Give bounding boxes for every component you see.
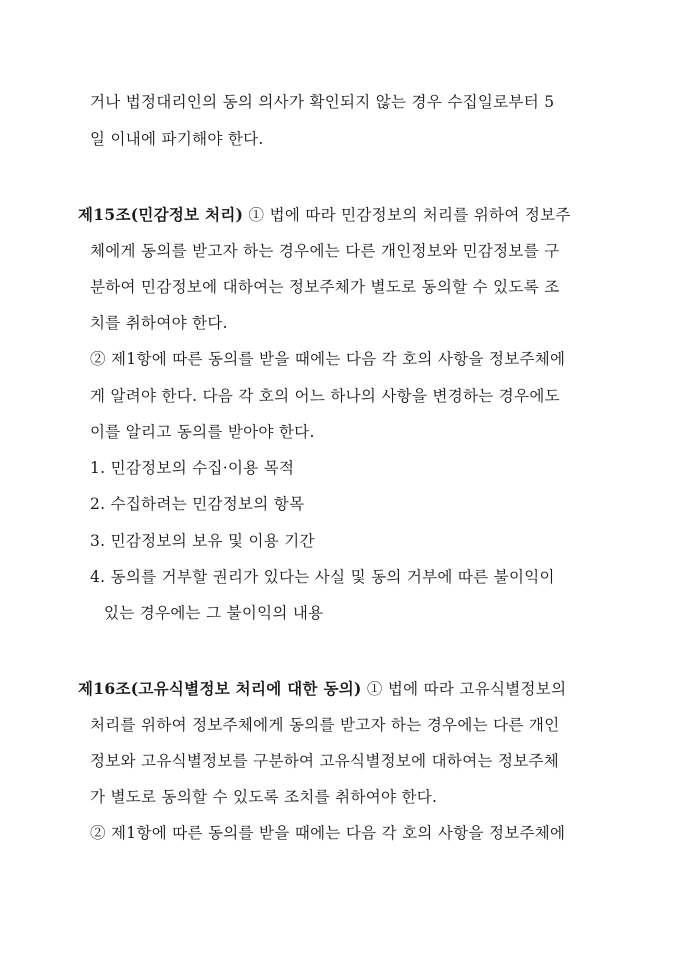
article-15-first-line-text: ① 법에 따라 민감정보의 처리를 위하여 정보주 [243, 206, 571, 224]
article-15-item-4: 4. 동의를 거부할 권리가 있다는 사실 및 동의 거부에 따른 불이익이 [90, 568, 555, 586]
article-16-line: 처리를 위하여 정보주체에게 동의를 받고자 하는 경우에는 다른 개인 [90, 716, 560, 734]
article-15-item-4-continued: 있는 경우에는 그 불이익의 내용 [104, 604, 324, 622]
article-15-line: 이를 알리고 동의를 받아야 한다. [90, 423, 315, 441]
article-16-line: 정보와 고유식별정보를 구분하여 고유식별정보에 대하여는 정보주체 [90, 752, 560, 770]
article-15-item-2: 2. 수집하려는 민감정보의 항목 [90, 495, 305, 513]
article-16-first-line [78, 679, 566, 699]
article-15-line: 게 알려야 한다. 다음 각 호의 어느 하나의 사항을 변경하는 경우에도 [90, 387, 560, 405]
article-16-line: 가 별도로 동의할 수 있도록 조치를 취하여야 한다. [90, 788, 438, 806]
intro-line-1: 거나 법정대리인의 동의 의사가 확인되지 않는 경우 수집일로부터 5 [90, 93, 555, 111]
article-15-first-line [78, 205, 571, 225]
article-15-line: 체에게 동의를 받고자 하는 경우에는 다른 개인정보와 민감정보를 구 [90, 242, 560, 260]
article-15-line: 분하여 민감정보에 대하여는 정보주체가 별도로 동의할 수 있도록 조 [90, 278, 560, 296]
article-16-title: 제16조(고유식별정보 처리에 대한 동의) [78, 679, 362, 698]
article-15-item-3: 3. 민감정보의 보유 및 이용 기간 [90, 532, 315, 550]
article-16-first-line-text: ① 법에 따라 고유식별정보의 [361, 680, 567, 698]
article-15-line: 치를 취하여야 한다. [90, 314, 228, 332]
article-16-paragraph-2: ② 제1항에 따른 동의를 받을 때에는 다음 각 호의 사항을 정보주체에 [90, 824, 566, 842]
intro-line-2: 일 이내에 파기해야 한다. [90, 130, 264, 148]
article-15-item-1: 1. 민감정보의 수집·이용 목적 [90, 459, 295, 477]
article-15-paragraph-2: ② 제1항에 따른 동의를 받을 때에는 다음 각 호의 사항을 정보주체에 [90, 350, 566, 368]
article-15-title: 제15조(민감정보 처리) [78, 205, 244, 224]
